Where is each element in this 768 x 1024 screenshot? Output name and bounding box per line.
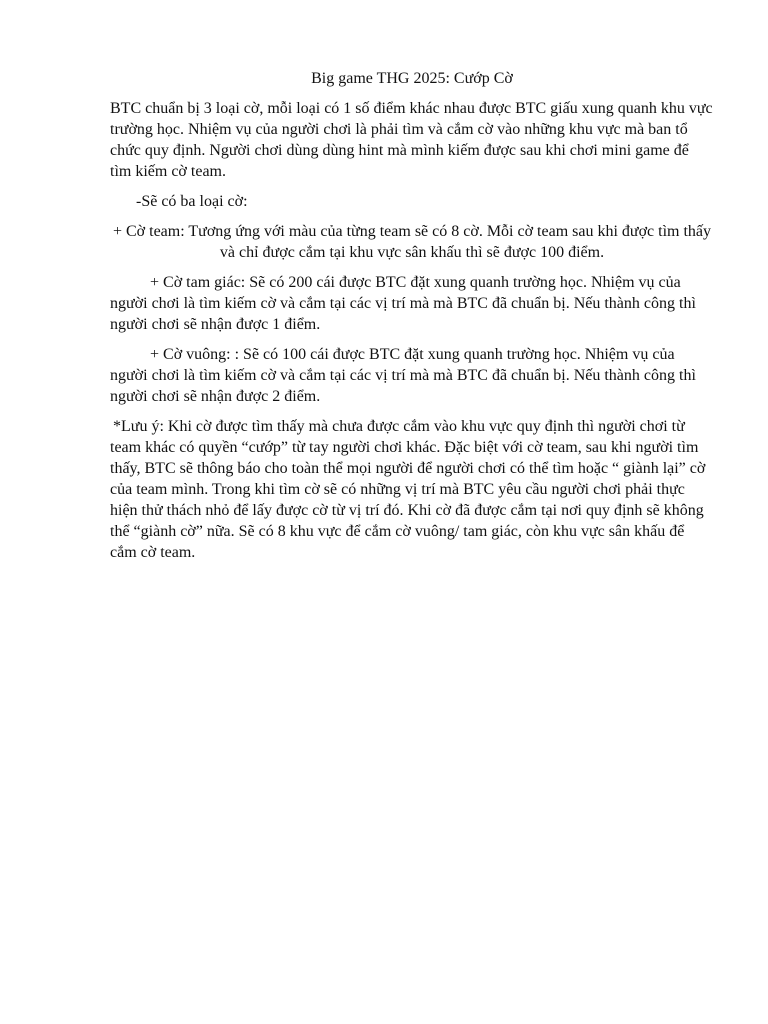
note-paragraph: *Lưu ý: Khi cờ được tìm thấy mà chưa được cắm vào khu vực quy định thì người chơi từ team khác có quyền “cướp” từ tay người chơi khác. Đặc biệt với cờ team, sau khi người tìm thấy, BTC sẽ thông báo cho toàn thể mọi người để người chơi có thể tìm hoặc “ giành lại” cờ của team mình. Trong khi tìm cờ sẽ có những vị trí mà BTC yêu cầu người chơi phải thực hiện thử thách nhỏ để lấy được cờ từ vị trí đó. Khi cờ đã được cắm tại nơi quy định sẽ không thể “giành cờ” nữa. Sẽ có 8 khu vực để cắm cờ vuông/ tam giác, còn khu vực sân khấu để cắm cờ team. [110, 418, 706, 561]
intro-paragraph: BTC chuẩn bị 3 loại cờ, mỗi loại có 1 số điểm khác nhau được BTC giấu xung quanh khu vực trường học. Nhiệm vụ của người chơi là phải tìm và cắm cờ vào những khu vực mà ban tổ chức quy định. Người chơi dùng dùng hint mà mình kiếm được sau khi chơi mini game để tìm kiếm cờ team. [110, 100, 713, 180]
flag-types-heading: -Sẽ có ba loại cờ: [136, 193, 248, 210]
square-flag-paragraph: + Cờ vuông: : Sẽ có 100 cái được BTC đặt xung quanh trường học. Nhiệm vụ của người chơi là tìm kiếm cờ và cắm tại các vị trí mà mà BTC đã chuẩn bị. Nếu thành công thì người chơi sẽ nhận được 2 điểm. [110, 346, 696, 405]
team-flag-paragraph: + Cờ team: Tương ứng với màu của từng team sẽ có 8 cờ. Mỗi cờ team sau khi được tìm thấy và chỉ được cắm tại khu vực sân khấu thì sẽ được 100 điểm. [112, 223, 712, 261]
triangle-flag-paragraph: + Cờ tam giác: Sẽ có 200 cái được BTC đặt xung quanh trường học. Nhiệm vụ của người chơi là tìm kiếm cờ và cắm tại các vị trí mà mà BTC đã chuẩn bị. Nếu thành công thì người chơi sẽ nhận được 1 điểm. [110, 274, 696, 333]
document-body [110, 68, 714, 572]
document-title: Big game THG 2025: Cướp Cờ [311, 70, 513, 87]
